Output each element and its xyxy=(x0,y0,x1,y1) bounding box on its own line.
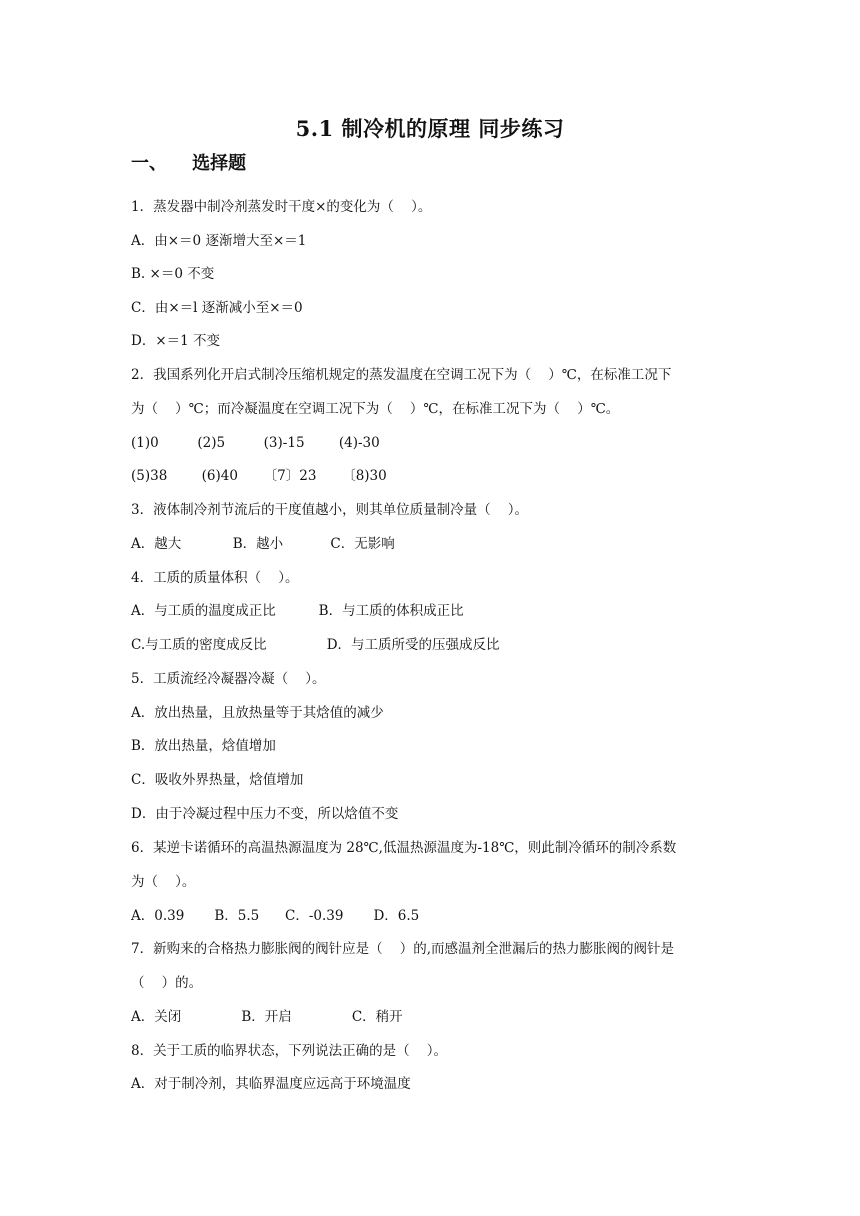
option-line: C．吸收外界热量，焓值增加 xyxy=(131,772,304,788)
question-5: 5．工质流经冷凝器冷凝（ ）。 xyxy=(131,671,326,687)
option-line: A．由×＝0 逐渐增大至×＝1 xyxy=(131,233,307,249)
question-7: 7．新购来的合格热力膨胀阀的阀针应是（ ）的,而感温剂全泄漏后的热力膨胀阀的阀针是 xyxy=(131,941,675,957)
option-line: D．由于冷凝过程中压力不变，所以焓值不变 xyxy=(131,806,399,822)
option-line: (5)38 (6)40 〔7〕23 〔8)30 xyxy=(131,468,387,484)
question-1: 1．蒸发器中制冷剂蒸发时干度×的变化为（ ）。 xyxy=(131,199,432,215)
question-4: 4．工质的质量体积（ ）。 xyxy=(131,570,299,586)
option-line: A．对于制冷剂，其临界温度应远高于环境温度 xyxy=(131,1076,411,1092)
option-line: C．由×＝l 逐渐减小至×＝0 xyxy=(131,300,303,316)
option-line: A．0.39 B．5.5 C．-0.39 D．6.5 xyxy=(131,908,420,924)
option-line: A．关闭 B．开启 C．稍开 xyxy=(131,1009,403,1025)
option-line: B. ×＝0 不变 xyxy=(131,266,215,282)
option-line: (1)0 (2)5 (3)-15 (4)-30 xyxy=(131,435,380,451)
page-title: 5.1 制冷机的原理 同步练习 xyxy=(295,116,565,141)
question-6-cont: 为（ ）。 xyxy=(131,874,196,890)
section-heading: 一、 选择题 xyxy=(131,153,247,174)
option-line: A．放出热量，且放热量等于其焓值的减少 xyxy=(131,705,384,721)
option-line: C.与工质的密度成反比 D．与工质所受的压强成反比 xyxy=(131,637,500,653)
option-line: A．越大 B．越小 C．无影响 xyxy=(131,536,395,552)
option-line: A．与工质的温度成正比 B．与工质的体积成正比 xyxy=(131,603,464,619)
question-3: 3．液体制冷剂节流后的干度值越小，则其单位质量制冷量（ ）。 xyxy=(131,502,529,518)
question-7-cont: （ ）的。 xyxy=(131,975,203,991)
question-2-cont: 为（ ）℃；而冷凝温度在空调工况下为（ ）℃，在标准工况下为（ ）℃。 xyxy=(131,401,620,417)
question-6: 6．某逆卡诺循环的高温热源温度为 28℃,低温热源温度为-18℃，则此制冷循环的制冷系数 xyxy=(131,840,677,856)
question-8: 8．关于工质的临界状态，下列说法正确的是（ ）。 xyxy=(131,1043,448,1059)
question-2: 2．我国系列化开启式制冷压缩机规定的蒸发温度在空调工况下为（ ）℃，在标准工况下 xyxy=(131,367,672,383)
option-line: D．×＝1 不变 xyxy=(131,333,221,349)
option-line: B．放出热量，焓值增加 xyxy=(131,738,276,754)
